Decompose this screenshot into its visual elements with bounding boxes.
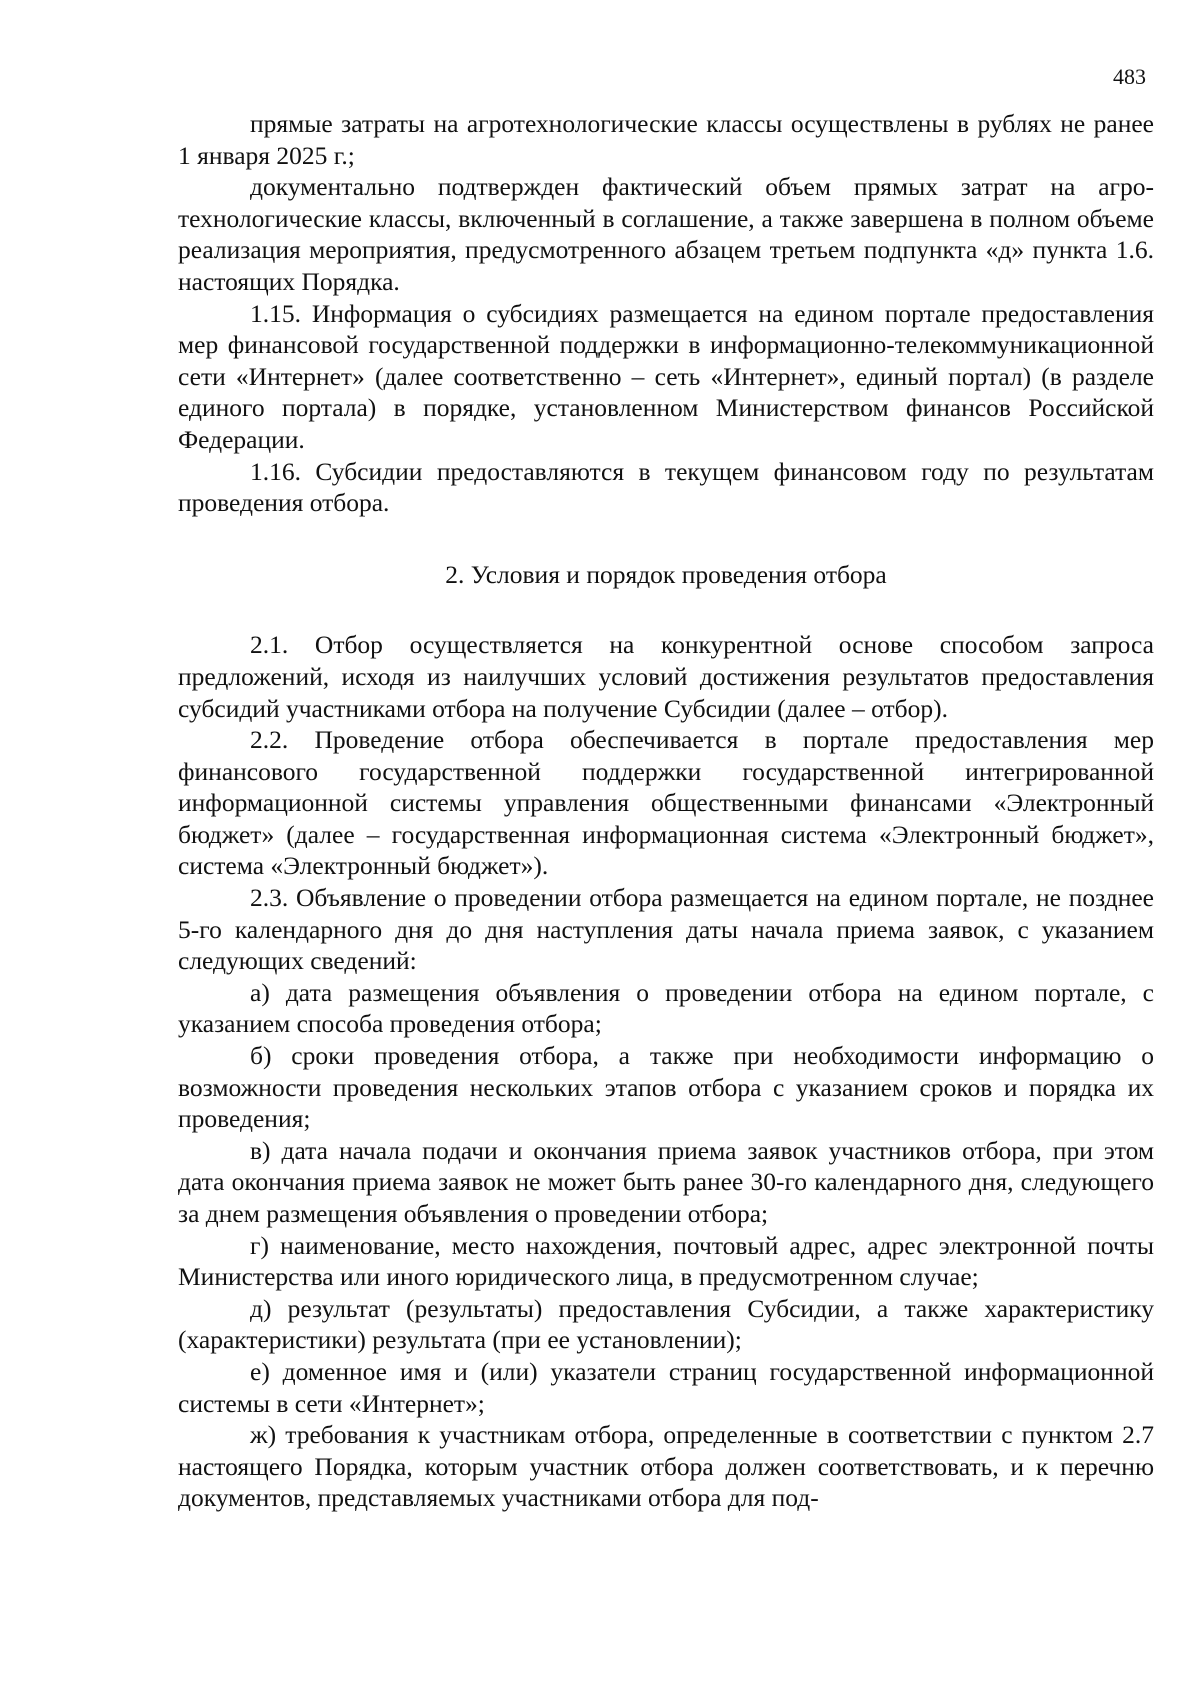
list-item: б) сроки проведения отбора, а также при необходимости информацию о возможности проведения нескольких этапов отбора с указанием сроков и порядка их проведения; xyxy=(178,1041,1154,1134)
page-number: 483 xyxy=(1113,64,1146,89)
list-item: ж) требования к участникам отбора, определенные в соответствии с пунктом 2.7 настоящего Порядка, которым участник отбора должен соответствовать, и к перечню документов, представляемых участниками отбора для под- xyxy=(178,1420,1154,1513)
list-item: а) дата размещения объявления о проведении отбора на едином портале, с указанием способа проведения отбора; xyxy=(178,977,1154,1039)
paragraph: документально подтвержден фактический объем прямых затрат на агротехнологические классы, включенный в соглашение, а также завершена в полном объеме реализация мероприятия, предусмотренного абзацем третьем подпункта «д» пункта 1.6. настоящих Порядка. xyxy=(178,172,1154,296)
document-body xyxy=(178,108,1154,1514)
paragraph: прямые затраты на агротехнологические классы осуществлены в рублях не ранее 1 января 2025 г.; xyxy=(178,109,1154,170)
list-item: в) дата начала подачи и окончания приема заявок участников отбора, при этом дата окончания приема заявок не может быть ранее 30-го календарного дня, следующего за днем размещения объявления о проведении отбора; xyxy=(178,1135,1154,1228)
paragraph: 2.3. Объявление о проведении отбора размещается на едином портале, не позднее 5-го календарного дня до дня наступления даты начала приема заявок, с указанием следующих сведений: xyxy=(178,883,1154,976)
list-item: д) результат (результаты) предоставления Субсидии, а также характеристику (характеристики) результата (при ее установлении); xyxy=(178,1293,1154,1355)
paragraph: 1.15. Информация о субсидиях размещается на едином портале предоставления мер финансовой государственной поддержки в информационно-телекоммуникационной сети «Интернет» (далее соответственно – сеть «Интернет», единый портал) (в разделе единого портала) в порядке, установленном Министерством финансов Российской Федерации. xyxy=(178,298,1154,454)
list-item: е) доменное имя и (или) указатели страниц государственной информационной системы в сети «Интернет»; xyxy=(178,1356,1154,1418)
section-heading: 2. Условия и порядок проведения отбора xyxy=(445,559,887,589)
list-item: г) наименование, место нахождения, почтовый адрес, адрес электронной почты Министерства или иного юридического лица, в предусмотренном случае; xyxy=(178,1230,1154,1292)
paragraph: 1.16. Субсидии предоставляются в текущем финансовом году по результатам проведения отбора. xyxy=(178,456,1154,518)
paragraph: 2.2. Проведение отбора обеспечивается в портале предоставления мер финансового государственной поддержки государственной интегрированной информационной системы управления общественными финансами «Электронный бюджет» (далее – государственная информационная система «Электронный бюджет», система «Электронный бюджет»). xyxy=(178,725,1154,881)
paragraph: 2.1. Отбор осуществляется на конкурентной основе способом запроса предложений, исходя из наилучших условий достижения результатов предоставления субсидий участниками отбора на получение Субсидии (далее – отбор). xyxy=(178,630,1154,723)
